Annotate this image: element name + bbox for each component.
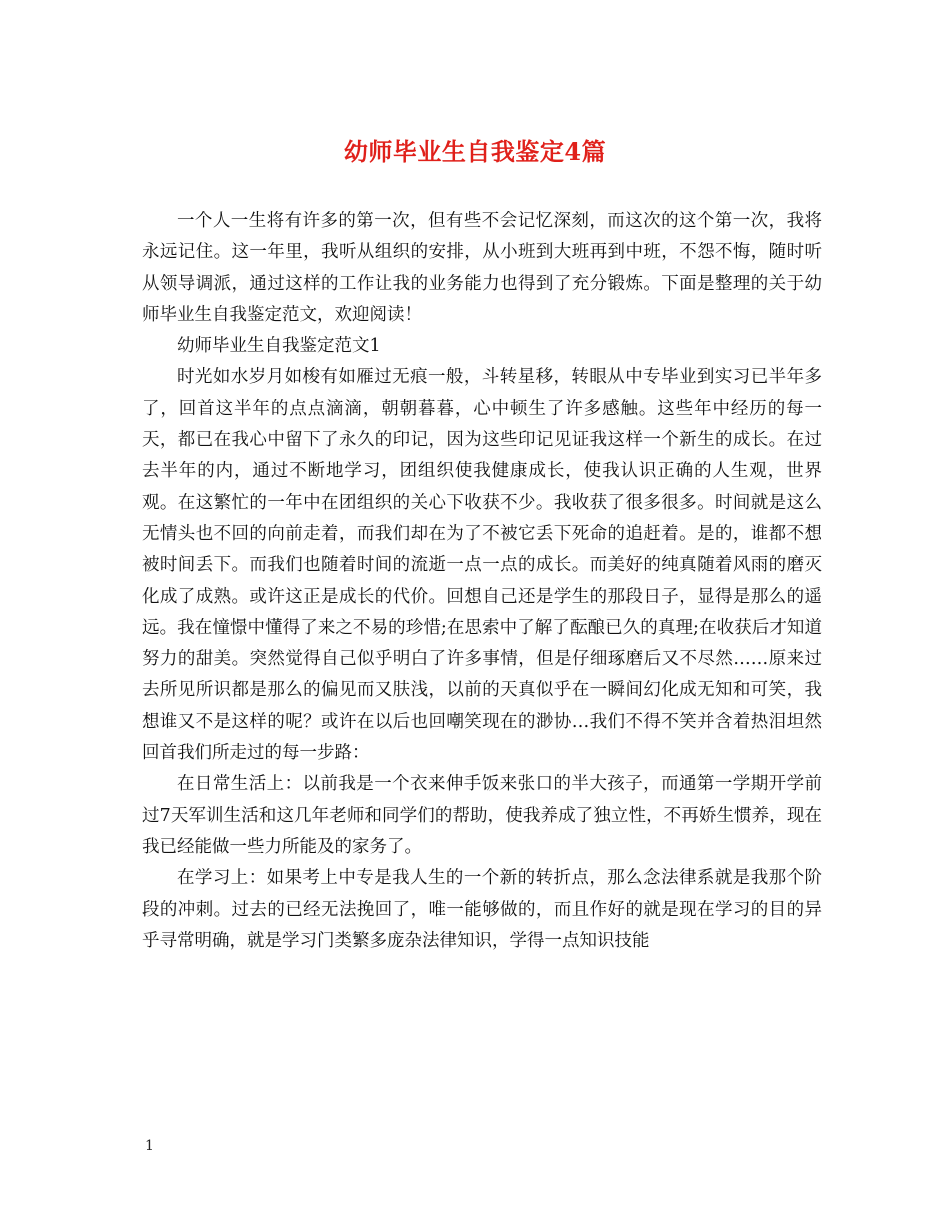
body-paragraph: 在学习上：如果考上中专是我人生的一个新的转折点，那么念法律系就是我那个阶段的冲刺。过去的已经无法挽回了，唯一能够做的，而且作好的就是现在学习的目的异乎寻常明确，就是学习门类繁多庞杂法律知识，学得一点知识技能: [142, 868, 822, 951]
intro-paragraph: 一个人一生将有许多的第一次，但有些不会记忆深刻，而这次的这个第一次，我将永远记住。这一年里，我听从组织的安排，从小班到大班再到中班，不怨不悔，随时听从领导调派，通过这样的工作让我的业务能力也得到了充分锻炼。下面是整理的关于幼师毕业生自我鉴定范文，欢迎阅读！: [142, 211, 822, 325]
page-number: 1: [145, 1138, 154, 1154]
section-heading: 幼师毕业生自我鉴定范文1: [177, 336, 381, 357]
body-paragraph: 时光如水岁月如梭有如雁过无痕一般，斗转星移，转眼从中专毕业到实习已半年多了，回首这半年的点点滴滴，朝朝暮暮，心中顿生了许多感触。这些年中经历的每一天，都已在我心中留下了永久的印记，因为这些印记见证我这样一个新生的成长。在过去半年的内，通过不断地学习，团组织使我健康成长，使我认识正确的人生观，世界观。在这繁忙的一年中在团组织的关心下收获不少。我收获了很多很多。时间就是这么无情头也不回的向前走着，而我们却在为了不被它丢下死命的追赶着。是的，谁都不想被时间丢下。而我们也随着时间的流逝一点一点的成长。而美好的纯真随着风雨的磨灭化成了成熟。或许这正是成长的代价。回想自己还是学生的那段日子，显得是那么的遥远。我在憧憬中懂得了来之不易的珍惜;在思索中了解了酝酿已久的真理;在收获后才知道努力的甜美。突然觉得自己似乎明白了许多事情，但是仔细琢磨后又不尽然……原来过去所见所识都是那么的偏见而又肤浅，以前的天真似乎在一瞬间幻化成无知和可笑，我想谁又不是这样的呢？或许在以后也回嘲笑现在的渺协…我们不得不笑并含着热泪坦然回首我们所走过的每一步路：: [142, 367, 822, 764]
document-title: 幼师毕业生自我鉴定4篇: [343, 137, 607, 166]
body-paragraph: 在日常生活上：以前我是一个衣来伸手饭来张口的半大孩子，而通第一学期开学前过7天军训生活和这几年老师和同学们的帮助，使我养成了独立性，不再娇生惯养，现在我已经能做一些力所能及的家务了。: [142, 774, 822, 857]
document-body: [142, 206, 822, 957]
